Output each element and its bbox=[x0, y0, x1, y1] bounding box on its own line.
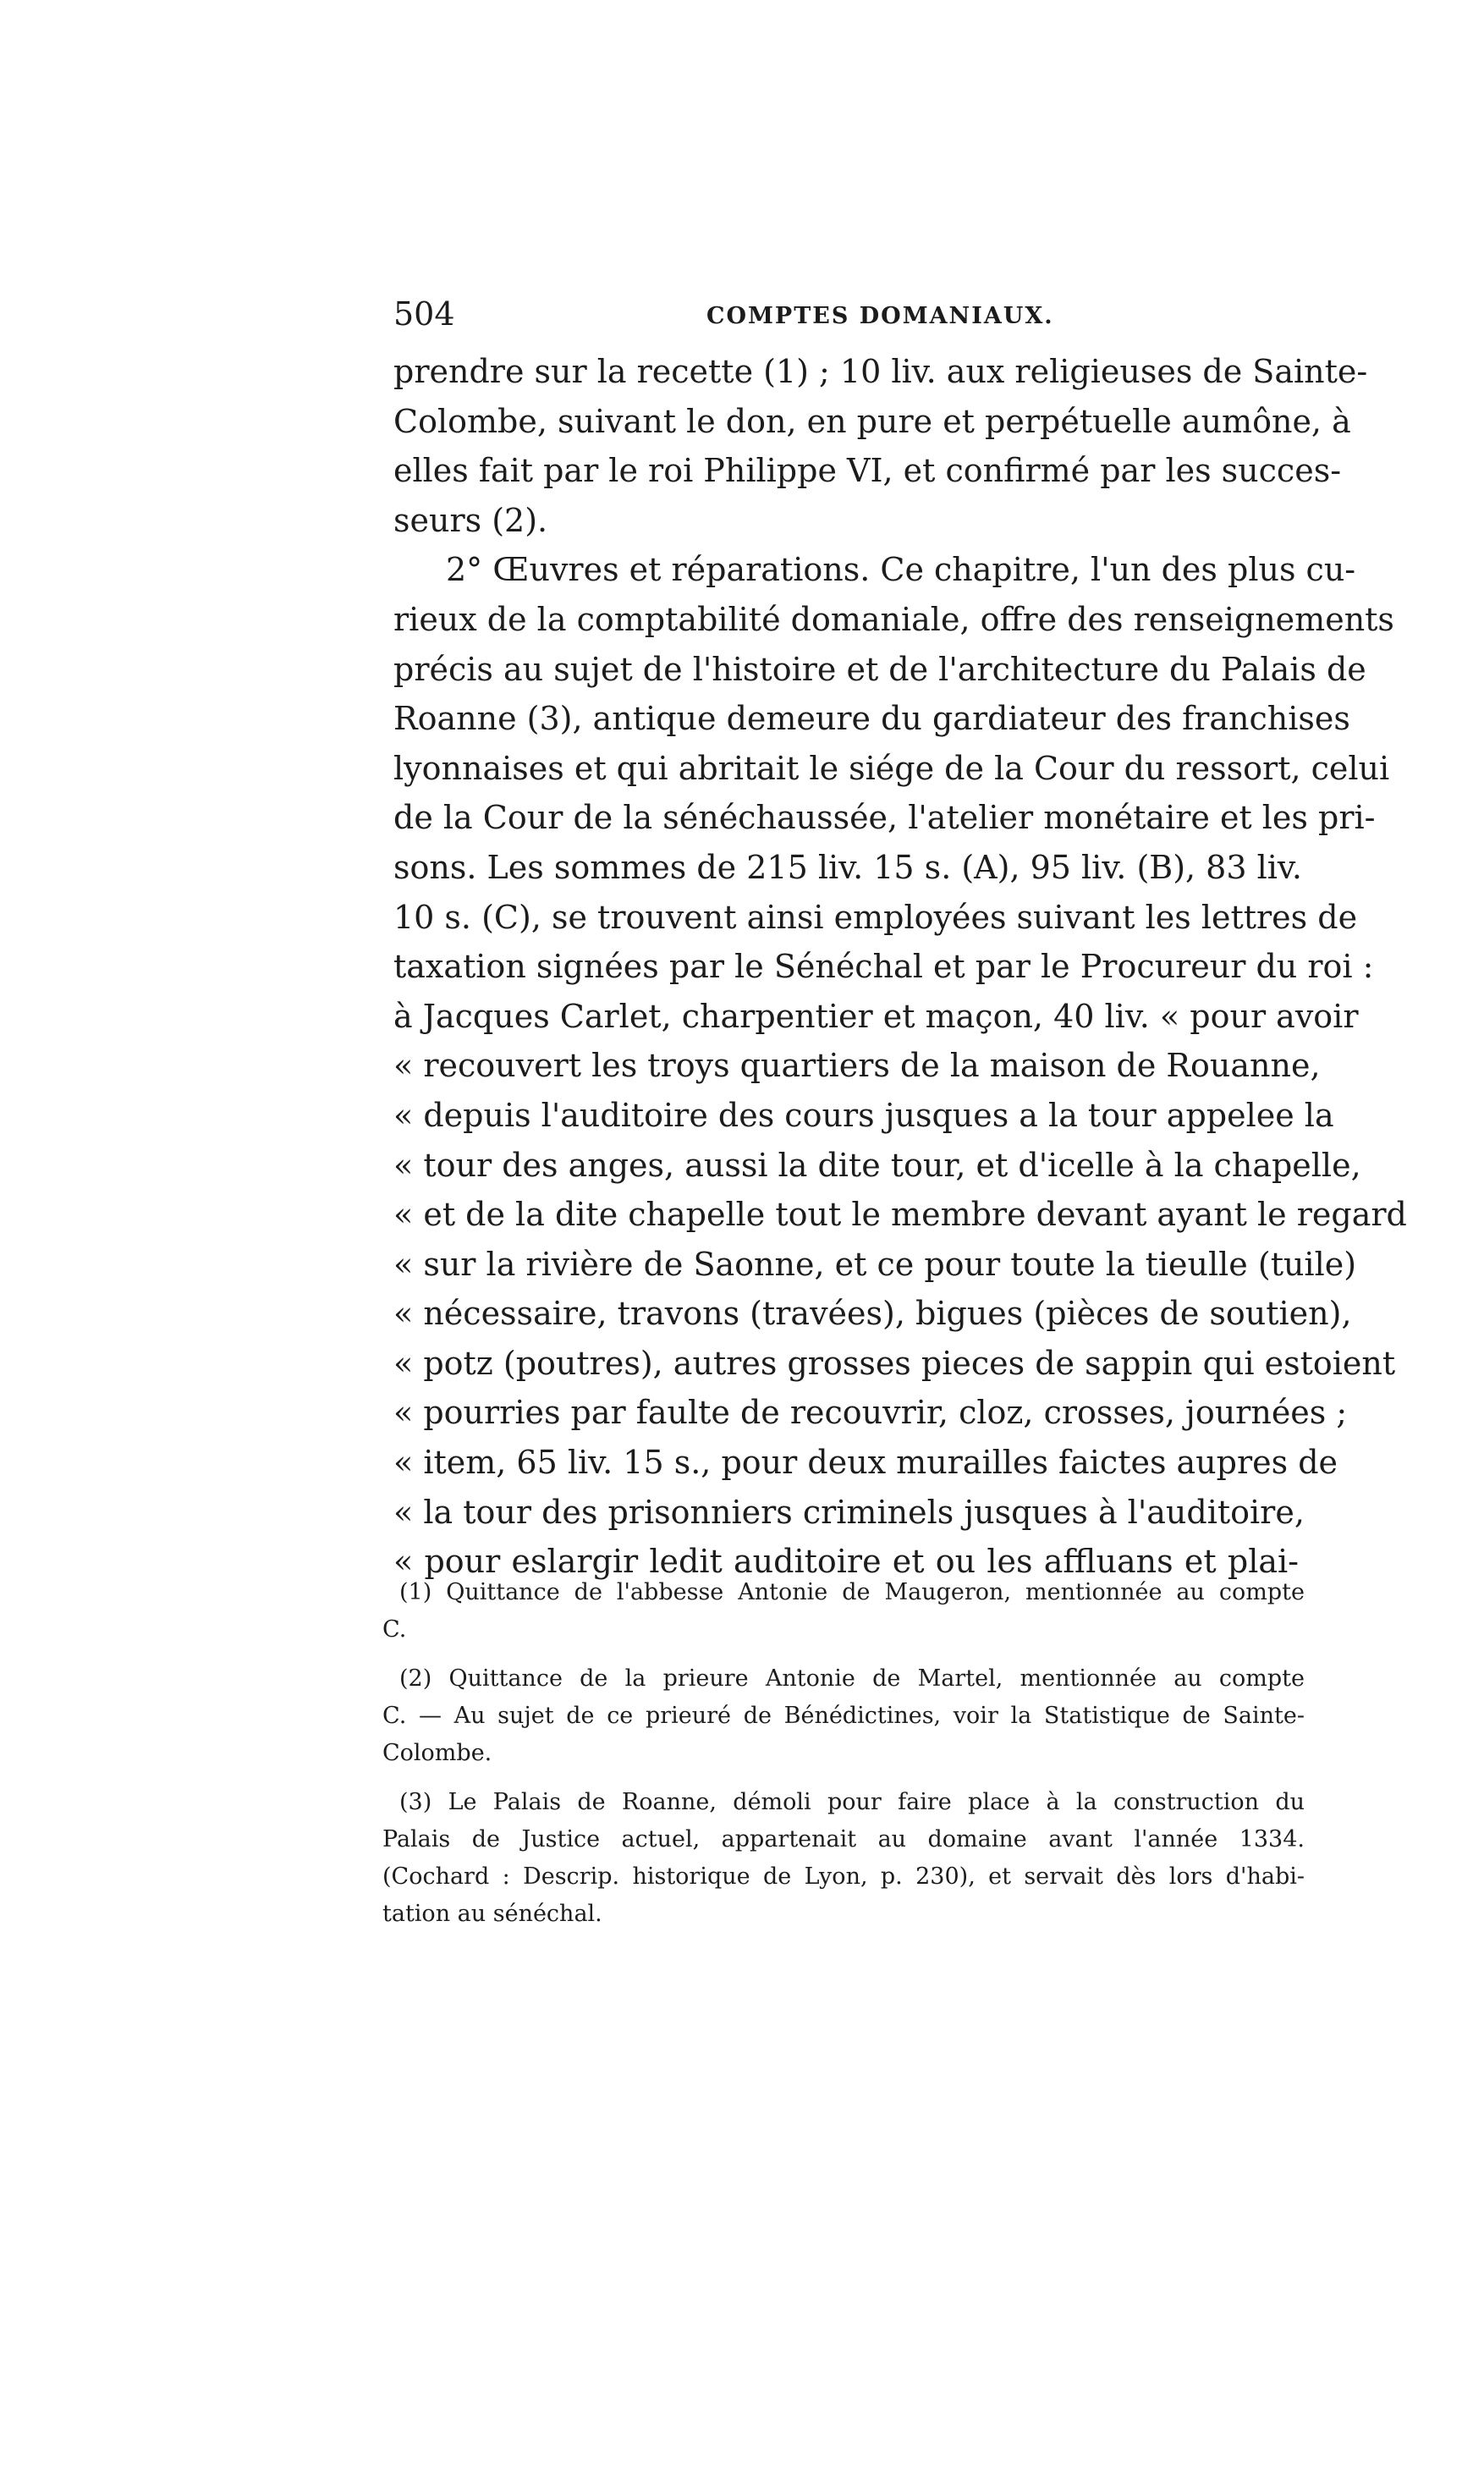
body-line: Roanne (3), antique demeure du gardiateur des franchises bbox=[393, 700, 1350, 738]
footnote-line: tation au sénéchal. bbox=[382, 1901, 602, 1927]
body-line: « sur la rivière de Saonne, et ce pour toute la tieulle (tuile) bbox=[393, 1245, 1357, 1283]
footnote-line: C. — Au sujet de ce prieuré de Bénédictines, voir la Statistique de Sainte- bbox=[382, 1703, 1305, 1729]
body-line: « recouvert les troys quartiers de la maison de Rouanne, bbox=[393, 1047, 1321, 1085]
body-line: 2° Œuvres et réparations. Ce chapitre, l'un des plus cu- bbox=[446, 551, 1356, 589]
page-number: 504 bbox=[393, 295, 455, 333]
body-line: précis au sujet de l'histoire et de l'architecture du Palais de bbox=[393, 650, 1366, 688]
footnote-line: Colombe. bbox=[382, 1740, 492, 1766]
body-line: « tour des anges, aussi la dite tour, et d'icelle à la chapelle, bbox=[393, 1146, 1361, 1184]
body-line: sons. Les sommes de 215 liv. 15 s. (A), 95 liv. (B), 83 liv. bbox=[393, 848, 1302, 886]
body-line: 10 s. (C), se trouvent ainsi employées suivant les lettres de bbox=[393, 898, 1358, 936]
page-header bbox=[393, 294, 1299, 333]
body-line: lyonnaises et qui abritait le siége de la Cour du ressort, celui bbox=[393, 749, 1390, 787]
body-line: à Jacques Carlet, charpentier et maçon, 40 liv. « pour avoir bbox=[393, 997, 1359, 1035]
body-line: elles fait par le roi Philippe VI, et confirmé par les succes- bbox=[393, 452, 1342, 490]
footnote-line: (3) Le Palais de Roanne, démoli pour faire place à la construction du bbox=[399, 1789, 1305, 1815]
body-line: prendre sur la recette (1) ; 10 liv. aux religieuses de Sainte- bbox=[393, 353, 1368, 390]
running-head: COMPTES DOMANIAUX. bbox=[706, 303, 1054, 329]
body-line: « pourries par faulte de recouvrir, cloz, crosses, journées ; bbox=[393, 1394, 1348, 1432]
footnote-line: C. bbox=[382, 1616, 407, 1643]
footnote-3 bbox=[382, 1784, 1305, 1933]
footnote-line: Palais de Justice actuel, appartenait au domaine avant l'année 1334. bbox=[382, 1826, 1305, 1852]
body-line: rieux de la comptabilité domaniale, offre des renseignements bbox=[393, 600, 1394, 638]
footnotes bbox=[382, 1574, 1305, 1933]
body-line: « nécessaire, travons (travées), bigues (pièces de soutien), bbox=[393, 1295, 1352, 1333]
body-line: « pour eslargir ledit auditoire et ou les affluans et plai- bbox=[393, 1543, 1299, 1581]
body-line: de la Cour de la sénéchaussée, l'atelier monétaire et les pri- bbox=[393, 799, 1376, 837]
body-text bbox=[393, 347, 1407, 1587]
footnote-line: (1) Quittance de l'abbesse Antonie de Maugeron, mentionnée au compte bbox=[399, 1579, 1305, 1605]
body-line: « depuis l'auditoire des cours jusques a la tour appelee la bbox=[393, 1096, 1334, 1134]
body-line: « item, 65 liv. 15 s., pour deux murailles faictes aupres de bbox=[393, 1444, 1338, 1482]
footnote-2 bbox=[382, 1660, 1305, 1772]
footnote-line: (Cochard : Descrip. historique de Lyon, p. 230), et servait dès lors d'habi- bbox=[382, 1863, 1305, 1890]
body-line: « et de la dite chapelle tout le membre devant ayant le regard bbox=[393, 1196, 1407, 1234]
footnote-1 bbox=[382, 1574, 1305, 1649]
body-line: seurs (2). bbox=[393, 501, 548, 539]
body-line: « potz (poutres), autres grosses pieces de sappin qui estoient bbox=[393, 1344, 1396, 1382]
footnote-line: (2) Quittance de la prieure Antonie de Martel, mentionnée au compte bbox=[399, 1665, 1305, 1692]
body-line: « la tour des prisonniers criminels jusques à l'auditoire, bbox=[393, 1493, 1305, 1531]
body-line: Colombe, suivant le don, en pure et perpétuelle aumône, à bbox=[393, 402, 1351, 440]
body-line: taxation signées par le Sénéchal et par le Procureur du roi : bbox=[393, 948, 1374, 986]
